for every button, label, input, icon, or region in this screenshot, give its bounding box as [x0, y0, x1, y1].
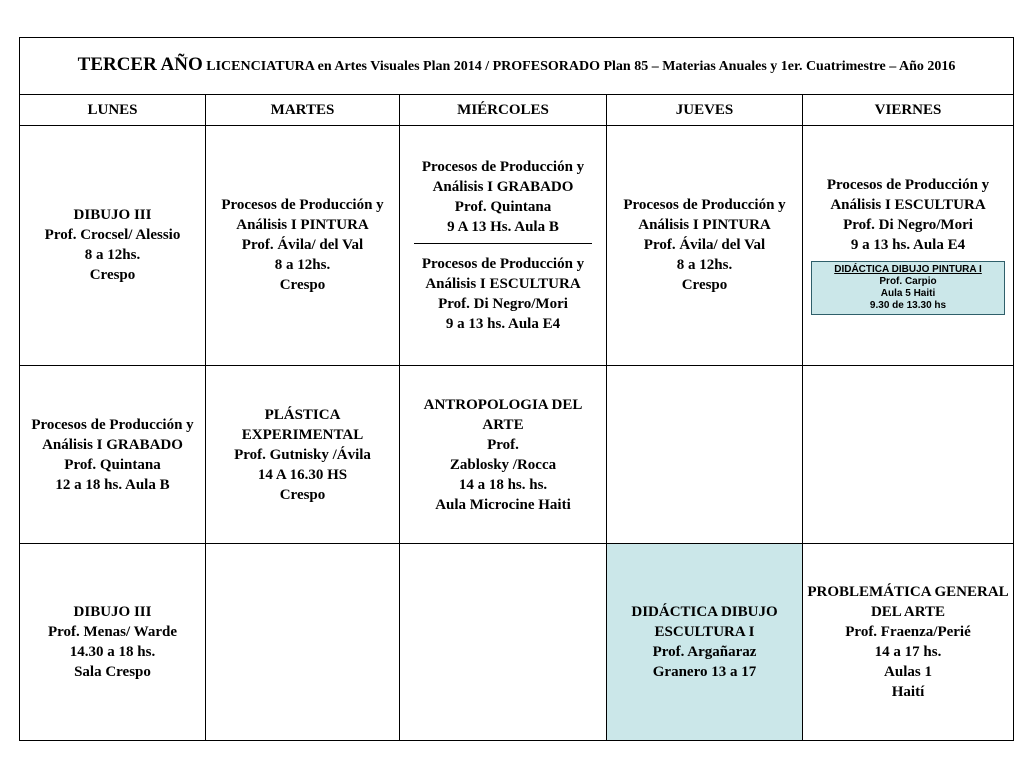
course-line: 9 A 13 Hs. Aula B: [447, 218, 559, 235]
course-line: Procesos de Producción y Análisis I GRABADO: [31, 416, 194, 453]
cell-r1-martes: [206, 125, 400, 365]
course-line: Prof. Di Negro/Mori: [843, 217, 973, 234]
course-line: PROBLEMÁTICA GENERAL DEL ARTE: [807, 584, 1009, 621]
course-line: Aulas 1: [884, 664, 932, 681]
cell-r2-martes: [206, 365, 400, 544]
note-line: 9.30 de 13.30 hs: [869, 300, 947, 312]
course-line: DIBUJO III: [73, 604, 152, 621]
title-detail: LICENCIATURA en Artes Visuales Plan 2014 / PROFESORADO Plan 85 – Materias Anuales y 1er. Cuatrimestre – Año 2016: [202, 59, 956, 75]
course-line: Granero 13 a 17: [652, 664, 757, 681]
cell-r3-viernes: [803, 544, 1014, 741]
day-header-jueves: JUEVES: [607, 95, 803, 125]
note-line: Prof. Carpio: [879, 276, 937, 288]
course-line: Prof. Menas/ Warde: [47, 624, 178, 641]
cell-r1-viernes: [803, 125, 1014, 365]
course-line: Prof. Quintana: [64, 456, 161, 473]
didactica-note-box: [811, 261, 1005, 315]
course-line: Prof. Quintana: [454, 198, 552, 215]
course-line: DIBUJO III: [73, 207, 152, 224]
page-title: [20, 38, 1014, 95]
course-line: Crespo: [89, 267, 136, 284]
divider: [414, 243, 592, 244]
course-line: Haití: [891, 684, 925, 701]
course-line: Prof.: [487, 436, 519, 453]
cell-r1-miercoles: [400, 125, 607, 365]
course-line: PLÁSTICA EXPERIMENTAL: [241, 406, 364, 443]
course-line: Procesos de Producción y Análisis I ESCULTURA: [826, 177, 990, 214]
course-line: Prof. Argañaraz: [652, 644, 757, 661]
course-line: Crespo: [279, 486, 326, 503]
cell-r2-viernes: [803, 365, 1014, 544]
course-line: Crespo: [681, 277, 728, 294]
course-line: Procesos de Producción y Análisis I ESCULTURA: [421, 255, 585, 292]
day-header-lunes: LUNES: [20, 95, 206, 125]
cell-r3-lunes: [20, 544, 206, 741]
course-line: Prof. Gutnisky /Ávila: [234, 446, 371, 463]
cell-r3-miercoles: [400, 544, 607, 741]
course-line: 8 a 12hs.: [676, 257, 733, 274]
day-header-martes: MARTES: [206, 95, 400, 125]
cell-r3-jueves: [607, 544, 803, 741]
course-line: Sala Crespo: [74, 664, 151, 681]
course-line: Prof. Crocsel/ Alessio: [44, 227, 181, 244]
course-line: Aula Microcine Haiti: [435, 496, 571, 513]
course-line: 14 a 18 hs. hs.: [458, 476, 548, 493]
cell-r2-jueves: [607, 365, 803, 544]
course-line: Prof. Ávila/ del Val: [643, 237, 766, 254]
course-line: Prof. Fraenza/Perié: [845, 624, 971, 641]
day-header-miercoles: MIÉRCOLES: [400, 95, 607, 125]
cell-r1-lunes: [20, 125, 206, 365]
note-line: DIDÁCTICA DIBUJO PINTURA I: [834, 264, 982, 276]
course-line: Procesos de Producción y Análisis I PINTURA: [623, 197, 786, 234]
course-line: 14 a 17 hs.: [874, 644, 942, 661]
title-main: TERCER AÑO: [77, 54, 203, 76]
course-line: 8 a 12hs.: [274, 257, 331, 274]
course-line: ANTROPOLOGIA DEL ARTE: [423, 396, 583, 433]
course-line: Zablosky /Rocca: [449, 456, 557, 473]
course-line: 8 a 12hs.: [84, 247, 141, 264]
cell-r2-lunes: [20, 365, 206, 544]
day-header-viernes: VIERNES: [803, 95, 1014, 125]
course-line: DIDÁCTICA DIBUJO ESCULTURA I: [631, 604, 778, 641]
course-line: 14 A 16.30 HS: [257, 466, 348, 483]
note-line: Aula 5 Haiti: [880, 288, 936, 300]
schedule-table: [19, 37, 1014, 741]
course-line: 9 a 13 hs. Aula E4: [445, 315, 561, 332]
course-line: Procesos de Producción y Análisis I PINTURA: [221, 197, 384, 234]
course-line: 14.30 a 18 hs.: [69, 644, 156, 661]
cell-r1-jueves: [607, 125, 803, 365]
course-line: Prof. Ávila/ del Val: [241, 237, 364, 254]
cell-r3-martes: [206, 544, 400, 741]
cell-r2-miercoles: [400, 365, 607, 544]
course-line: Prof. Di Negro/Mori: [438, 295, 568, 312]
course-line: Crespo: [279, 277, 326, 294]
course-line: 12 a 18 hs. Aula B: [55, 476, 170, 493]
course-line: Procesos de Producción y Análisis I GRABADO: [421, 158, 585, 195]
course-line: 9 a 13 hs. Aula E4: [850, 237, 966, 254]
